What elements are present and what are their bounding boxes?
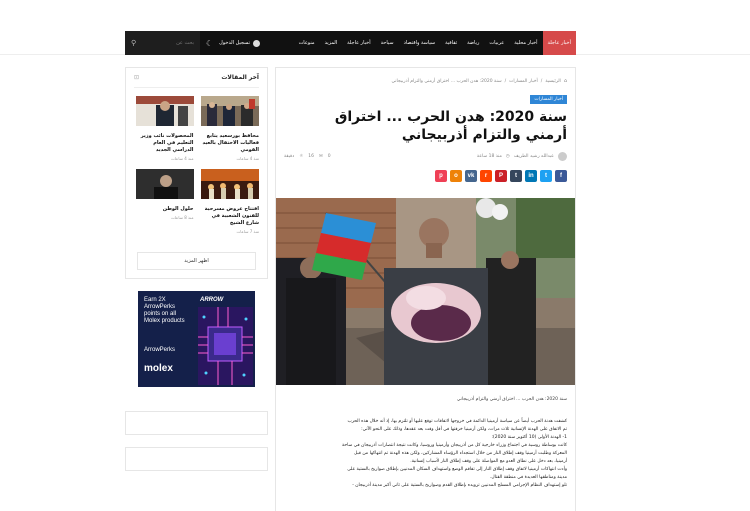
reddit-icon[interactable]: r bbox=[480, 170, 492, 182]
nav-tools bbox=[125, 31, 260, 55]
article-paragraph: تلو إستهداف النظام الإجرامي المسلح المدنيين تزويده بإطلاق القدم وصواريخ بالستية على ثاني أكبر مدينة أذربيجان - bbox=[352, 483, 567, 488]
post-title[interactable]: محافظ بورسعيد يتابع فعاليات الاحتفال بالعيد القومي bbox=[202, 133, 259, 153]
post-date: منذ 18 ساعة bbox=[476, 154, 502, 159]
post-date: منذ 7 ساعات bbox=[236, 229, 259, 234]
article-paragraph: وأدت انتهاكات أرمينيا لاتفاق وقف إطلاق النار إلى تفاقم الوضع واستهداف السكان المدنيين بإطلاق صواريخ بالستية على bbox=[347, 467, 567, 472]
tumblr-icon[interactable]: t bbox=[510, 170, 522, 182]
post-date: منذ 4 ساعات bbox=[171, 156, 194, 161]
breadcrumb-separator: / bbox=[540, 78, 543, 84]
breadcrumb-category[interactable]: أخبار المسارات bbox=[509, 78, 538, 84]
breadcrumb-current: سنة 2020: هدن الحرب ... اختراق أرمني والتزام أذربيجاني bbox=[391, 78, 502, 84]
article-photo[interactable] bbox=[276, 198, 575, 385]
nav-item-tourism[interactable]: سياحة bbox=[380, 40, 394, 46]
search-box bbox=[125, 31, 200, 55]
article-paragraph: كانت بوساطة روسية في اجتماع وزراء خارجية كل من أذربيجان وأرمينيا وروسيا، وكانت نتيجة انتصارات أذربيجان في ساحة bbox=[341, 443, 567, 448]
molex-logo: molex bbox=[144, 363, 173, 374]
nav-item-culture[interactable]: ثقافية bbox=[445, 40, 458, 46]
twitter-icon[interactable]: t bbox=[540, 170, 552, 182]
search-input[interactable] bbox=[144, 40, 194, 46]
nav-item-arab[interactable]: عربيات bbox=[489, 40, 505, 46]
comments-count[interactable]: 0 bbox=[327, 154, 331, 159]
post-item[interactable] bbox=[200, 96, 260, 161]
pinterest-icon[interactable]: P bbox=[495, 170, 507, 182]
home-icon[interactable]: ⌂ bbox=[563, 78, 567, 84]
post-item[interactable] bbox=[134, 169, 194, 234]
breadcrumb bbox=[276, 68, 575, 84]
post-item[interactable] bbox=[134, 96, 194, 161]
nav-item-more[interactable]: المزيد bbox=[324, 40, 338, 46]
clock-icon: ◷ bbox=[505, 154, 510, 159]
widget-title bbox=[134, 74, 259, 88]
nav-menu bbox=[294, 31, 576, 55]
article-paragraph: تم الاتفاق على الهدنة الإنسانية ثلاث مرات، ولكن أرمينيا خرقتها في أقل وقت بعد عقدها، وذلك على النحو الآتي: bbox=[361, 427, 567, 432]
main-nav bbox=[125, 31, 576, 55]
author-avatar[interactable] bbox=[558, 152, 567, 161]
author-info bbox=[477, 152, 567, 161]
posts-grid bbox=[134, 96, 259, 234]
nav-item-misc[interactable]: منوعات bbox=[298, 40, 315, 46]
empty-widget bbox=[125, 447, 268, 471]
nav-item-sports[interactable]: رياضة bbox=[467, 40, 480, 46]
post-thumbnail[interactable] bbox=[201, 169, 259, 199]
advertisement[interactable] bbox=[138, 291, 255, 387]
ad-text: Earn 2X ArrowPerks points on all Molex products bbox=[144, 297, 185, 324]
pocket-icon[interactable]: p bbox=[435, 170, 447, 182]
recent-posts-widget bbox=[125, 67, 268, 279]
category-badge[interactable]: أخبار المسارات bbox=[530, 95, 567, 104]
linkedin-icon[interactable]: in bbox=[525, 170, 537, 182]
nav-item-breaking[interactable]: أخبار عاجلة bbox=[543, 31, 576, 55]
post-date: منذ 8 ساعات bbox=[171, 215, 194, 220]
comment-icon[interactable]: ✉ bbox=[318, 154, 323, 159]
load-more-button[interactable]: اظهر المزيد bbox=[137, 252, 256, 270]
article-body bbox=[294, 418, 567, 490]
post-date: منذ 4 ساعات bbox=[236, 156, 259, 161]
post-thumbnail[interactable] bbox=[136, 96, 194, 126]
post-title[interactable]: حلول الوطن bbox=[162, 206, 194, 212]
article-paragraph: مدينة ومناطقها العديدة في منطقة القتال. bbox=[489, 475, 567, 480]
empty-widget bbox=[125, 411, 268, 435]
article-paragraph: المعركة وطلبت أرمينيا وقف إطلاق النار من خلال استجداء الرؤساء المشاركين، ولكن هذه الهدنة تم انتهاكها من قبل bbox=[353, 451, 567, 456]
article-paragraph: 1- الهدنة الأولى (10 أكتوبر سنة 2020): bbox=[491, 435, 567, 440]
dark-mode-icon[interactable]: ☾ bbox=[206, 38, 214, 48]
views-count: 16 bbox=[308, 154, 314, 159]
login-label: تسجيل الدخول bbox=[219, 40, 250, 46]
article-title: سنة 2020: هدن الحرب ... اختراق أرمني والتزام أذربيجاني bbox=[334, 109, 567, 143]
nav-item-local[interactable]: أخبار محلية bbox=[514, 40, 538, 46]
article-paragraph: كشفت هدنة الحرب أيضاً عن سياسة أرمينيا الدائمة في خروجها لاتفاقات توقع عليها أو تلتزم بها، إذ أنه خلال هذه الحرب bbox=[347, 419, 567, 424]
nav-item-politics[interactable]: سياسة واقتصاد bbox=[403, 40, 436, 46]
widget-title-text: آخر المقالات bbox=[221, 74, 259, 81]
read-time: دقيقة bbox=[284, 154, 295, 159]
views-icon: ☼ bbox=[299, 154, 304, 159]
article bbox=[275, 67, 576, 511]
post-item[interactable] bbox=[200, 169, 260, 234]
article-paragraph: أرمينيا، بعد دخل على نطاق العدو مع المواصلة على وقف إطلاق النار لأسباب إنسانية. bbox=[410, 459, 567, 464]
facebook-icon[interactable]: f bbox=[555, 170, 567, 182]
login-link[interactable] bbox=[219, 40, 260, 47]
nav-item-urgent[interactable]: أخبار عاجلة bbox=[347, 40, 371, 46]
vk-icon[interactable]: vk bbox=[465, 170, 477, 182]
arrow-logo: ARROW bbox=[200, 297, 224, 303]
post-thumbnail[interactable] bbox=[201, 96, 259, 126]
search-icon[interactable]: ⚲ bbox=[131, 39, 137, 47]
sidebar bbox=[125, 67, 268, 374]
post-title[interactable]: افتتاح عروض مسرحية للفنون الشعبية في شارع الشيخ bbox=[204, 206, 259, 226]
odnoklassniki-icon[interactable]: o bbox=[450, 170, 462, 182]
article-meta bbox=[276, 144, 575, 161]
breadcrumb-separator: / bbox=[504, 78, 507, 84]
ad-brand: ArrowPerks bbox=[144, 347, 176, 353]
user-icon bbox=[253, 40, 260, 47]
circuit-image bbox=[198, 307, 253, 385]
post-thumbnail[interactable] bbox=[136, 169, 194, 199]
photo-caption: سنة 2020: هدن الحرب ... اختراق أرمني والتزام أذربيجاني bbox=[456, 397, 567, 402]
share-buttons bbox=[276, 161, 575, 182]
post-title[interactable]: المحصولات نائب وزير التعليم في العام الدراسي الجديد bbox=[140, 133, 194, 153]
post-stats bbox=[284, 154, 331, 159]
breadcrumb-home[interactable]: الرئيسية bbox=[545, 78, 561, 84]
author-name[interactable]: عبدالله رشيد الطريف bbox=[513, 154, 554, 159]
rss-icon[interactable]: ⊡ bbox=[134, 74, 140, 81]
